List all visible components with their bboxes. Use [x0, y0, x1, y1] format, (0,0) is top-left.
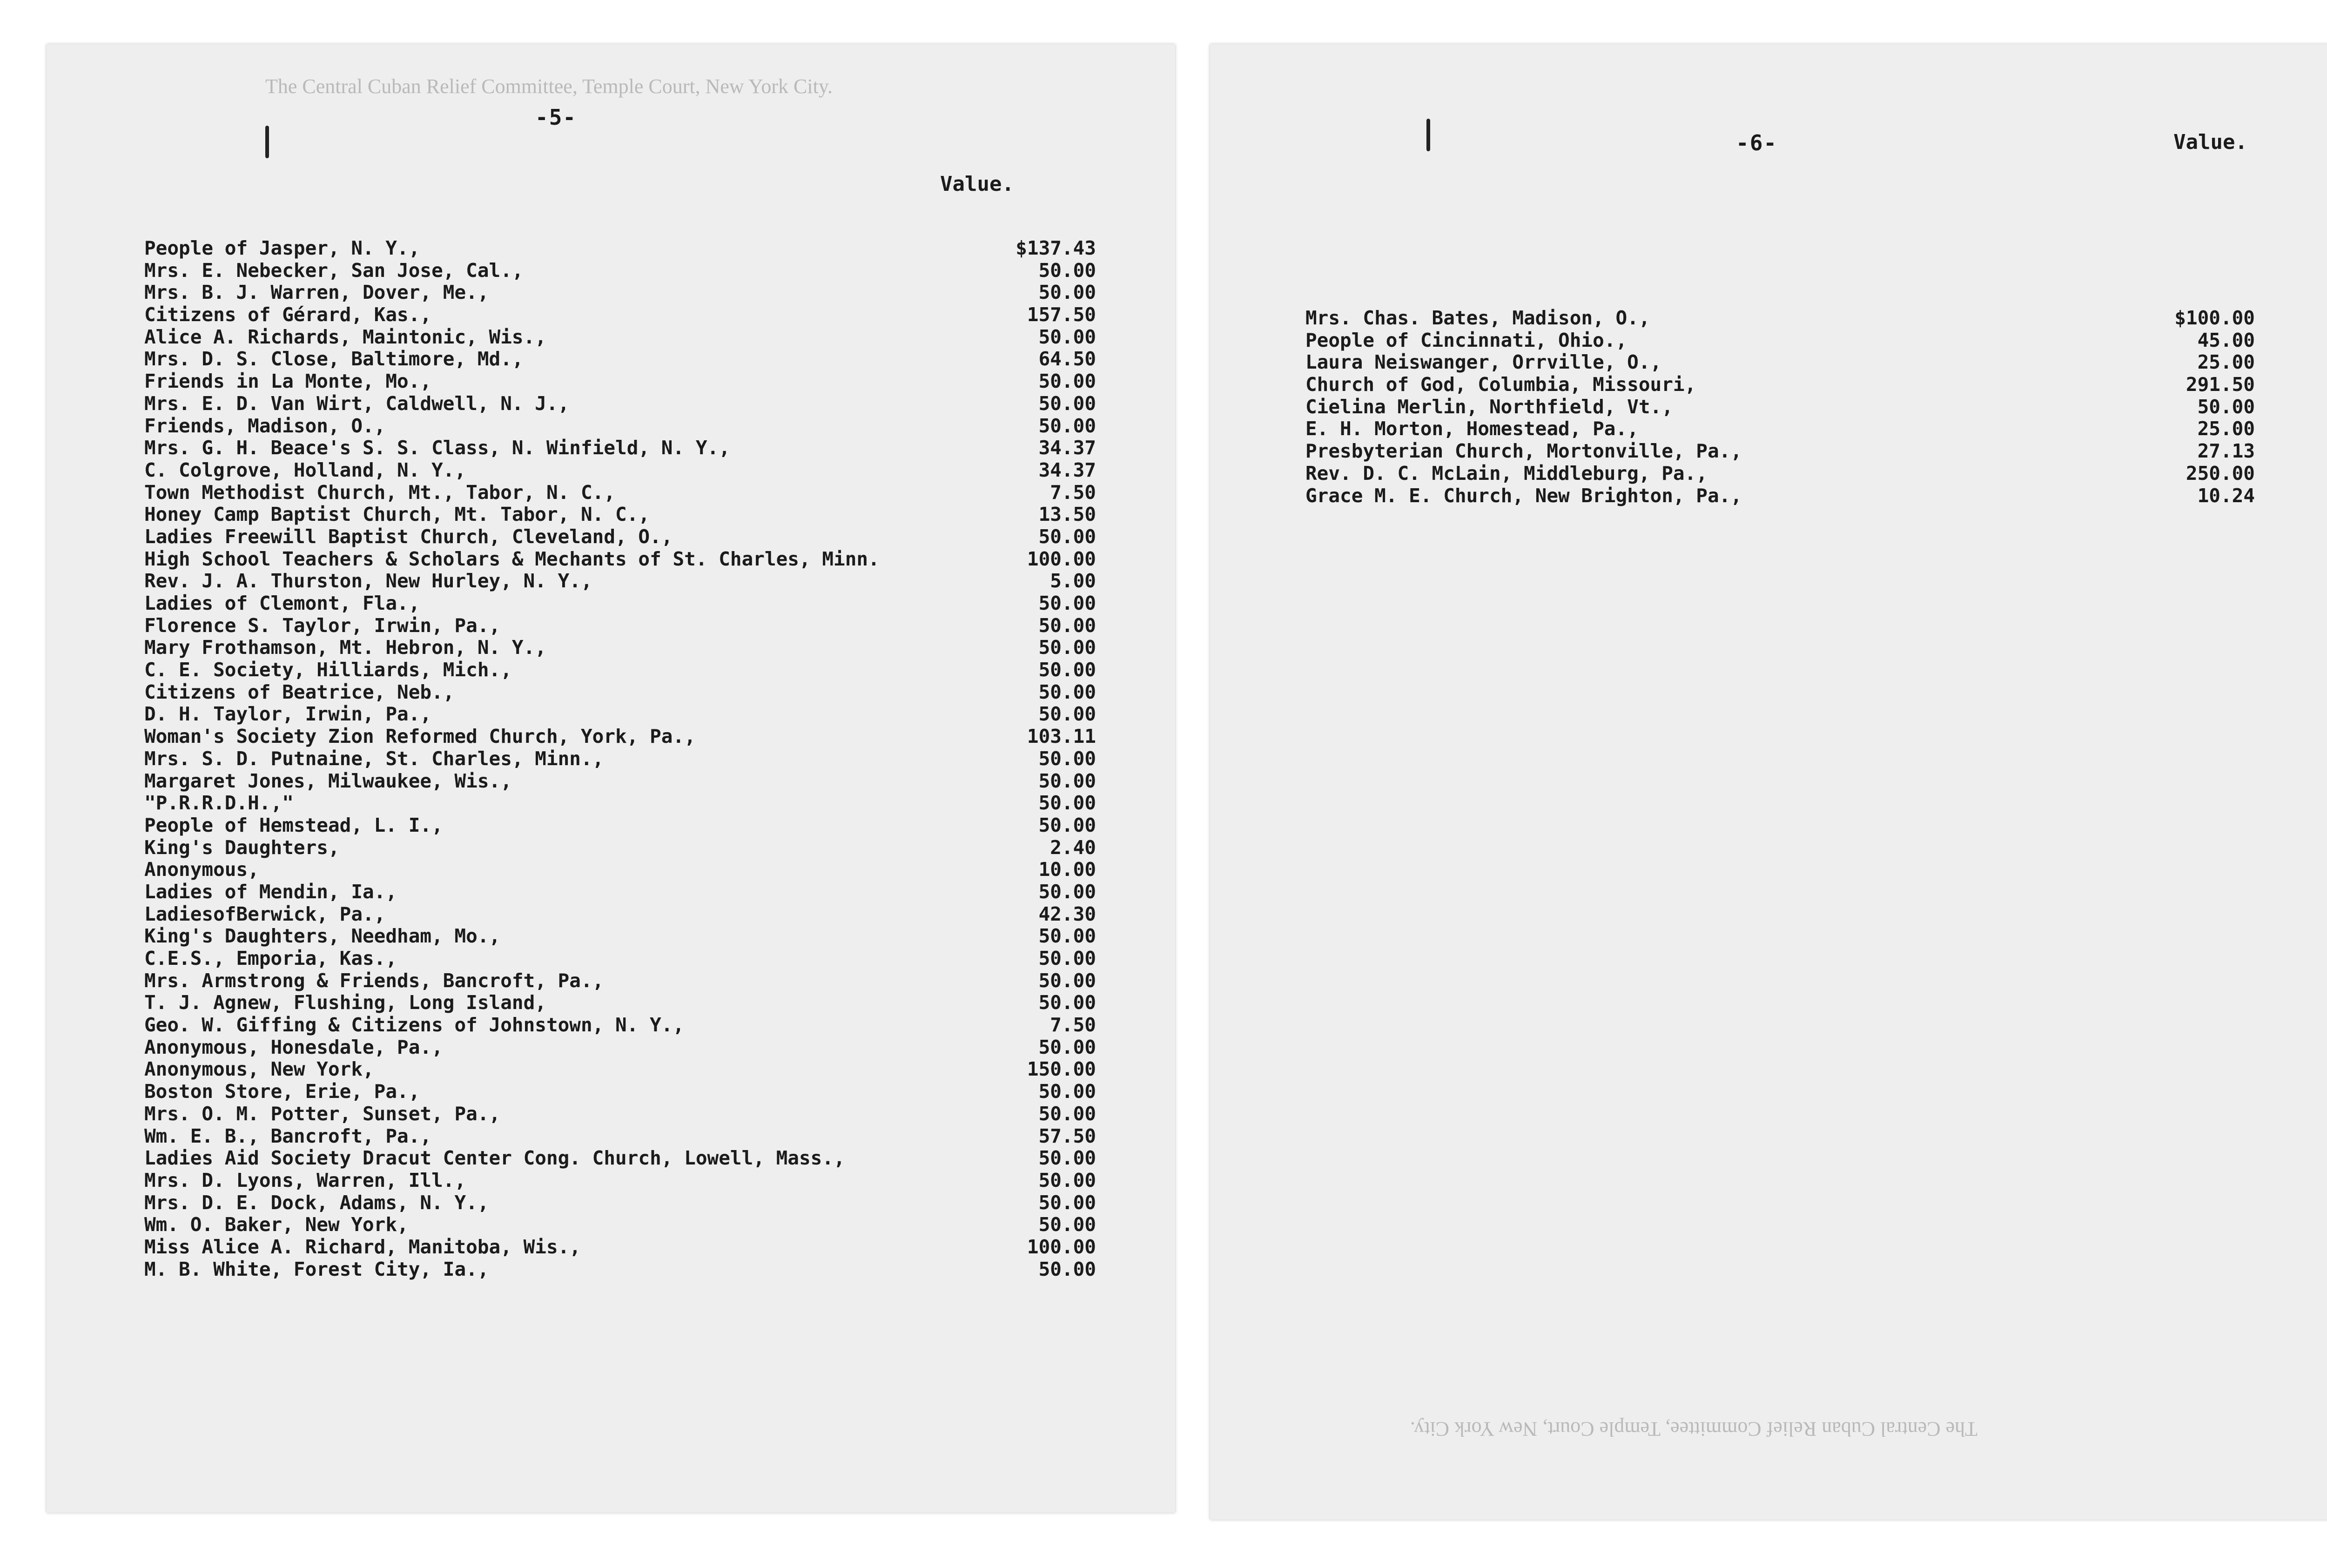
donation-amount: 50.00: [1038, 281, 1096, 304]
donation-amount: 157.50: [1027, 303, 1096, 326]
donor-name: Friends in La Monte, Mo.,: [144, 370, 432, 393]
donation-amount: 50.00: [1038, 969, 1096, 992]
donor-name: Boston Store, Erie, Pa.,: [144, 1081, 420, 1103]
donation-entry: [1305, 485, 2255, 507]
donation-amount: 27.13: [2197, 440, 2255, 463]
donation-entry: [144, 615, 1096, 637]
value-column-heading: Value.: [940, 172, 1014, 196]
donor-name: People of Cincinnati, Ohio.,: [1305, 329, 1628, 351]
donation-entry: [144, 304, 1096, 326]
donation-amount: 50.00: [1038, 792, 1096, 814]
donor-name: Citizens of Beatrice, Neb.,: [144, 681, 455, 703]
donor-name: Mrs. Chas. Bates, Madison, O.,: [1305, 307, 1650, 329]
donor-name: People of Jasper, N. Y.,: [144, 237, 420, 259]
donation-amount: 100.00: [1027, 547, 1096, 570]
donation-entry: [144, 659, 1096, 681]
donation-entry: [144, 748, 1096, 770]
donor-name: Rev. D. C. McLain, Middleburg, Pa.,: [1305, 462, 1708, 485]
donation-entry: [144, 1125, 1096, 1148]
donation-entry: [144, 548, 1096, 571]
donor-name: Presbyterian Church, Mortonville, Pa.,: [1305, 440, 1742, 463]
donation-entry: [144, 859, 1096, 881]
donation-amount: 50.00: [1038, 392, 1096, 415]
donation-entry: [1305, 440, 2255, 463]
donation-entry: [144, 592, 1096, 615]
donation-entry: [144, 1192, 1096, 1214]
donor-name: King's Daughters, Needham, Mo.,: [144, 925, 501, 948]
donor-name: People of Hemstead, L. I.,: [144, 814, 443, 836]
donation-entry: [144, 482, 1096, 504]
donation-entry: [144, 1214, 1096, 1236]
donation-amount: 42.30: [1038, 902, 1096, 925]
donor-name: Mary Frothamson, Mt. Hebron, N. Y.,: [144, 637, 546, 659]
ink-mark: [1426, 119, 1430, 151]
donor-name: T. J. Agnew, Flushing, Long Island,: [144, 992, 546, 1014]
donor-name: C. Colgrove, Holland, N. Y.,: [144, 459, 466, 481]
donation-amount: 10.00: [1038, 858, 1096, 881]
donation-amount: 50.00: [1038, 1036, 1096, 1058]
donation-amount: 50.00: [2197, 395, 2255, 418]
donation-entry: [144, 1236, 1096, 1258]
donation-entry: [144, 1103, 1096, 1125]
donation-amount: 50.00: [1038, 525, 1096, 548]
donation-amount: 50.00: [1038, 880, 1096, 903]
donation-amount: 50.00: [1038, 1102, 1096, 1125]
donation-entry: [144, 526, 1096, 548]
donation-amount: 13.50: [1038, 503, 1096, 526]
donation-entry: [1305, 307, 2255, 330]
donor-name: Mrs. B. J. Warren, Dover, Me.,: [144, 282, 489, 304]
donation-list: [144, 237, 1096, 1280]
letterhead-show-through: The Central Cuban Relief Committee, Temple Court, New York City.: [265, 75, 833, 98]
donation-amount: 2.40: [1050, 836, 1096, 859]
donation-amount: 50.00: [1038, 747, 1096, 770]
donor-name: Ladies of Clemont, Fla.,: [144, 592, 420, 614]
donation-entry: [144, 415, 1096, 437]
donor-name: King's Daughters,: [144, 836, 340, 859]
donation-amount: 25.00: [2197, 351, 2255, 374]
donation-amount: 50.00: [1038, 659, 1096, 681]
donation-entry: [1305, 330, 2255, 352]
donation-amount: 50.00: [1038, 991, 1096, 1014]
donation-entry: [144, 703, 1096, 726]
donor-name: Florence S. Taylor, Irwin, Pa.,: [144, 614, 501, 637]
donation-amount: 5.00: [1050, 570, 1096, 592]
donation-amount: 34.37: [1038, 437, 1096, 459]
donation-amount: 50.00: [1038, 592, 1096, 614]
donation-entry: [144, 681, 1096, 704]
donor-name: Alice A. Richards, Maintonic, Wis.,: [144, 326, 546, 348]
donation-amount: 25.00: [2197, 417, 2255, 440]
donation-amount: 50.00: [1038, 769, 1096, 792]
donor-name: Mrs. D. S. Close, Baltimore, Md.,: [144, 348, 524, 370]
donor-name: Anonymous,: [144, 859, 259, 881]
donation-entry: [144, 504, 1096, 526]
donor-name: Town Methodist Church, Mt., Tabor, N. C.,: [144, 481, 616, 504]
donation-amount: 50.00: [1038, 259, 1096, 282]
donation-amount: 50.00: [1038, 703, 1096, 726]
donation-amount: 150.00: [1027, 1058, 1096, 1081]
donation-amount: 250.00: [2186, 462, 2255, 485]
donation-entry: [1305, 463, 2255, 485]
donation-entry: [1305, 374, 2255, 396]
donation-amount: $100.00: [2174, 307, 2255, 329]
donor-name: D. H. Taylor, Irwin, Pa.,: [144, 703, 432, 726]
donation-entry: [144, 1170, 1096, 1192]
donor-name: Mrs. Armstrong & Friends, Bancroft, Pa.,: [144, 969, 604, 992]
donation-amount: 50.00: [1038, 1147, 1096, 1170]
donation-entry: [144, 1081, 1096, 1103]
donation-entry: [144, 260, 1096, 282]
donation-amount: 100.00: [1027, 1235, 1096, 1258]
donation-amount: 50.00: [1038, 1258, 1096, 1280]
donor-name: Mrs. S. D. Putnaine, St. Charles, Minn.,: [144, 747, 604, 770]
donation-amount: 7.50: [1050, 481, 1096, 504]
donation-entry: [144, 814, 1096, 837]
donation-amount: 50.00: [1038, 414, 1096, 437]
donor-name: Mrs. E. D. Van Wirt, Caldwell, N. J.,: [144, 392, 570, 415]
donation-entry: [144, 437, 1096, 459]
page-number: -6-: [1736, 130, 1778, 155]
donation-amount: 50.00: [1038, 614, 1096, 637]
donation-entry: [144, 837, 1096, 859]
donation-entry: [144, 903, 1096, 926]
donor-name: Wm. O. Baker, New York,: [144, 1214, 409, 1236]
donation-entry: [144, 792, 1096, 814]
donation-entry: [144, 925, 1096, 948]
donor-name: Rev. J. A. Thurston, New Hurley, N. Y.,: [144, 570, 592, 592]
donation-entry: [144, 726, 1096, 748]
donor-name: "P.R.R.D.H.,": [144, 792, 294, 814]
donor-name: Mrs. O. M. Potter, Sunset, Pa.,: [144, 1103, 501, 1125]
donor-name: Miss Alice A. Richard, Manitoba, Wis.,: [144, 1236, 581, 1258]
donation-entry: [144, 282, 1096, 304]
donor-name: LadiesofBerwick, Pa.,: [144, 903, 386, 925]
donor-name: Mrs. E. Nebecker, San Jose, Cal.,: [144, 259, 524, 282]
donation-amount: 50.00: [1038, 636, 1096, 659]
donation-entry: [144, 393, 1096, 415]
value-column-heading: Value.: [2173, 130, 2247, 154]
donation-list: [1305, 307, 2255, 507]
page-number: -5-: [535, 105, 577, 130]
donation-entry: [144, 881, 1096, 903]
donor-name: Wm. E. B., Bancroft, Pa.,: [144, 1125, 432, 1147]
donor-name: Honey Camp Baptist Church, Mt. Tabor, N. C.,: [144, 504, 650, 526]
donation-entry: [144, 1058, 1096, 1081]
donation-amount: 50.00: [1038, 325, 1096, 348]
donation-entry: [1305, 351, 2255, 374]
donor-name: Ladies Freewill Baptist Church, Cleveland, O.,: [144, 525, 673, 548]
letterhead-show-through: The Central Cuban Relief Committee, Temple Court, New York City.: [1410, 1418, 1977, 1440]
donation-entry: [144, 770, 1096, 793]
donation-amount: 57.50: [1038, 1124, 1096, 1147]
donation-amount: 50.00: [1038, 947, 1096, 969]
donation-entry: [144, 948, 1096, 970]
donation-entry: [144, 348, 1096, 370]
donation-amount: 50.00: [1038, 370, 1096, 393]
donation-entry: [144, 1258, 1096, 1281]
donation-amount: 50.00: [1038, 1080, 1096, 1103]
donor-name: Woman's Society Zion Reformed Church, York, Pa.,: [144, 726, 696, 748]
donor-name: Mrs. D. E. Dock, Adams, N. Y.,: [144, 1191, 489, 1214]
donor-name: High School Teachers & Scholars & Mechants of St. Charles, Minn.: [144, 548, 880, 570]
donation-amount: 50.00: [1038, 1213, 1096, 1236]
donation-entry: [144, 237, 1096, 260]
donation-entry: [144, 370, 1096, 393]
donation-amount: 103.11: [1027, 725, 1096, 748]
donation-amount: 50.00: [1038, 814, 1096, 836]
donor-name: Margaret Jones, Milwaukee, Wis.,: [144, 770, 512, 792]
donor-name: Anonymous, Honesdale, Pa.,: [144, 1036, 443, 1058]
page-5-sheet: [47, 44, 1175, 1513]
donation-amount: 50.00: [1038, 925, 1096, 948]
donor-name: C.E.S., Emporia, Kas.,: [144, 948, 397, 969]
donation-amount: 50.00: [1038, 680, 1096, 703]
donation-entry: [144, 1147, 1096, 1170]
donation-entry: [144, 1014, 1096, 1036]
donor-name: Mrs. D. Lyons, Warren, Ill.,: [144, 1169, 466, 1191]
donor-name: Mrs. G. H. Beace's S. S. Class, N. Winfield, N. Y.,: [144, 437, 730, 459]
donation-amount: 50.00: [1038, 1191, 1096, 1214]
donor-name: E. H. Morton, Homestead, Pa.,: [1305, 418, 1639, 440]
donor-name: Cielina Merlin, Northfield, Vt.,: [1305, 396, 1673, 418]
donation-amount: 34.37: [1038, 458, 1096, 481]
donation-amount: 64.50: [1038, 348, 1096, 370]
donor-name: Citizens of Gérard, Kas.,: [144, 304, 432, 326]
donation-entry: [144, 637, 1096, 659]
donor-name: Ladies of Mendin, Ia.,: [144, 881, 397, 903]
donation-entry: [144, 970, 1096, 992]
donor-name: Friends, Madison, O.,: [144, 415, 386, 437]
donor-name: Geo. W. Giffing & Citizens of Johnstown, N. Y.,: [144, 1014, 685, 1036]
donor-name: Church of God, Columbia, Missouri,: [1305, 374, 1696, 396]
donation-amount: $137.43: [1016, 237, 1096, 259]
donation-amount: 291.50: [2186, 373, 2255, 396]
donation-entry: [1305, 396, 2255, 418]
donation-amount: 45.00: [2197, 329, 2255, 351]
donation-entry: [144, 570, 1096, 592]
donation-amount: 7.50: [1050, 1014, 1096, 1036]
donation-entry: [144, 992, 1096, 1014]
donor-name: M. B. White, Forest City, Ia.,: [144, 1258, 489, 1280]
donation-amount: 50.00: [1038, 1169, 1096, 1191]
donation-entry: [144, 459, 1096, 482]
donor-name: C. E. Society, Hilliards, Mich.,: [144, 659, 512, 681]
donor-name: Anonymous, New York,: [144, 1058, 374, 1081]
donation-entry: [1305, 418, 2255, 440]
ink-mark: [265, 126, 269, 158]
donation-amount: 10.24: [2197, 484, 2255, 507]
donation-entry: [144, 1036, 1096, 1059]
donor-name: Grace M. E. Church, New Brighton, Pa.,: [1305, 485, 1742, 507]
page-6-sheet: [1210, 44, 2327, 1520]
donor-name: Laura Neiswanger, Orrville, O.,: [1305, 351, 1662, 374]
donor-name: Ladies Aid Society Dracut Center Cong. Church, Lowell, Mass.,: [144, 1147, 845, 1170]
donation-entry: [144, 326, 1096, 349]
